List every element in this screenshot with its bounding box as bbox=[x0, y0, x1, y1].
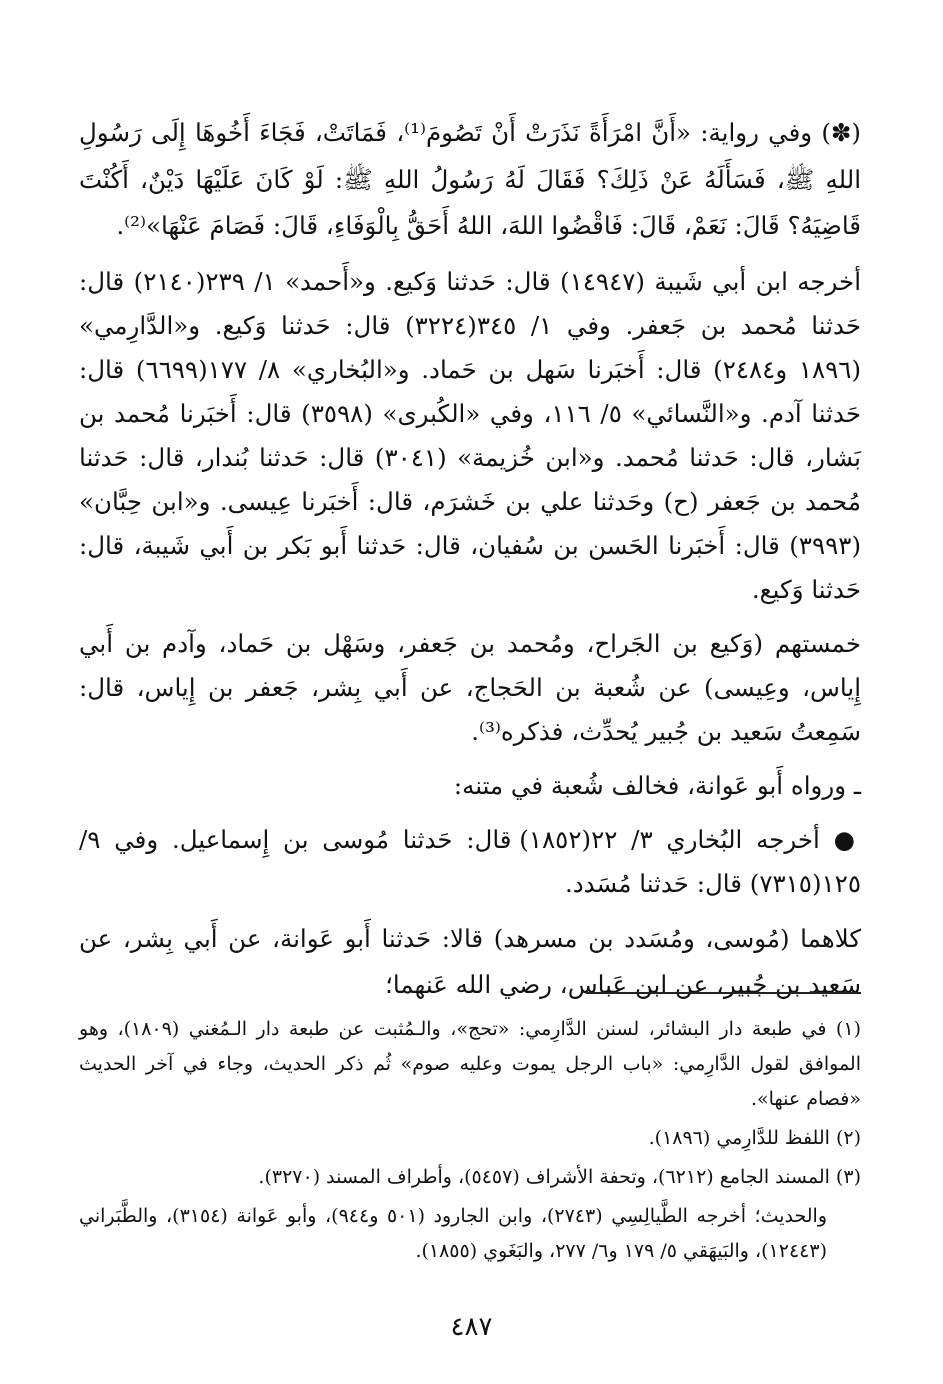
chain-paragraph: كلاهما (مُوسى، ومُسَدد بن مسرهد) قالا: حَدثنا أَبو عَوانة، عن أَبي بِشر، عن سَعيد بن جُبير، عن ابن عَباس، رضي الله عَنهما؛ bbox=[79, 923, 861, 999]
bukhari-paragraph: ● أخرجه البُخاري ٣/ ٢٢(١٨٥٢) قال: حَدثنا مُوسى بن إِسماعيل. وفي ٩/ ١٢٥(٧٣١٥) قال: حَدثنا مُسَدد. bbox=[79, 824, 862, 898]
footnote-1: (١) في طبعة دار البشائر، لسنن الدَّارِمي: «تحج»، والـمُثبت عن طبعة دار الـمُغني (١٨٠٩)، وهو الموافق لقول الدَّارِمي: «باب الرجل يموت وعليه صوم» ثُم ذكر الحديث، وجاء في آخر الحديث «فصام عنها». bbox=[79, 1018, 861, 1110]
takhrij-paragraph: أخرجه ابن أبي شَيبة (١٤٩٤٧) قال: حَدثنا وَكيع. و«أَحمد» ١/ ٢٣٩(٢١٤٠) قال: حَدثنا مُحمد بن جَعفر. وفي ١/ ٣٤٥(٣٢٢٤) قال: حَدثنا وَكيع. و«الدَّارِمي» (١٨٩٦ و٢٤٨٤) قال: أَخبَرنا سَهل بن حَماد. و«البُخاري» ٨/ ١٧٧(٦٦٩٩) قال: حَدثنا آدم. و«النَّسائي» ٥/ ١١٦، وفي «الكُبرى» (٣٥٩٨) قال: أَخبَرنا مُحمد بن بَشار، قال: حَدثنا مُحمد. و«ابن خُزيمة» (٣٠٤١) قال: حَدثنا بُندار، قال: حَدثنا مُحمد بن جَعفر (ح) وحَدثنا علي بن خَشرَم، قال: أَخبَرنا عِيسى. و«ابن حِبَّان» (٣٩٩٣) قال: أَخبَرنا الحَسن بن سُفيان، قال: حَدثنا أَبو بَكر بن أَبي شَيبة، قال: حَدثنا وَكيع. bbox=[79, 266, 862, 604]
hadith-variant-paragraph: (✽) وفي رواية: «أَنَّ امْرَأَةً نَذَرَتْ أَنْ تَصُومَ⁽¹⁾، فَمَاتَتْ، فَجَاءَ أَخُوهَا إِلَى رَسُولِ اللهِ ﷺ، فَسَأَلَهُ عَنْ ذَلِكَ؟ فَقَالَ لَهُ رَسُولُ اللهِ ﷺ: لَوْ كَانَ عَلَيْهَا دَيْنٌ، أَكُنْتَ قَاضِيَهُ؟ قَالَ: نَعَمْ، قَالَ: فَاقْضُوا اللهَ، اللهُ أَحَقُّ بِالْوَفَاءِ، قَالَ: فَصَامَ عَنْهَا»⁽²⁾. bbox=[79, 118, 861, 240]
footnote-3: (٣) المسند الجامع (٦٢١٢)، وتحفة الأشراف (٥٤٥٧)، وأطراف المسند (٣٢٧٠). bbox=[258, 1166, 861, 1188]
page-number: ٤٨٧ bbox=[450, 1312, 493, 1342]
narrators-paragraph: خمستهم (وَكيع بن الجَراح، ومُحمد بن جَعفر، وسَهْل بن حَماد، وآدم بن أَبي إِياس، وعِيسى) عن شُعبة بن الحَجاج، عن أَبي بِشر، جَعفر بن إِياس، قال: سَمِعتُ سَعيد بن جُبير يُحدِّث، فذكره⁽³⁾. bbox=[79, 628, 861, 746]
footnote-2: (٢) اللفظ للدَّارِمي (١٨٩٦). bbox=[648, 1127, 861, 1149]
footnote-divider bbox=[586, 992, 861, 994]
footnote-3-continuation: والحديث؛ أخرجه الطَّيالِسِي (٢٧٤٣)، وابن الجارود (٥٠١ و٩٤٤)، وأبو عَوانة (٣١٥٤)، والطَّبَراني (١٢٤٤٣)، والبَيهَقي ٥/ ١٧٩ و٦/ ٢٧٧، والبَغَوي (١٨٥٥). bbox=[79, 1205, 828, 1262]
footnotes bbox=[79, 1012, 861, 1273]
main-text bbox=[79, 110, 861, 1019]
variant-note-paragraph: ـ ورواه أَبو عَوانة، فخالف شُعبة في متنه: bbox=[453, 770, 861, 800]
